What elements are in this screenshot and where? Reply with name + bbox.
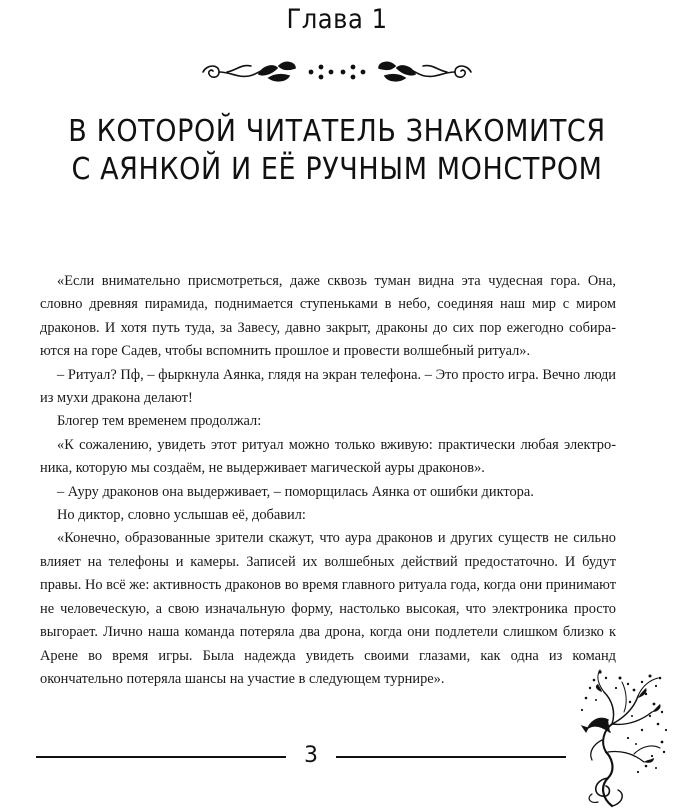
chapter-body	[40, 270, 616, 691]
page-number: 3	[304, 743, 318, 768]
footer-rule-left	[36, 756, 286, 758]
paragraph: «К сожалению, увидеть этот ритуал можно только вживую: практически любая электроника, которую мы создаём, не выдерживает магической ауры драконов».	[40, 436, 616, 477]
paragraph: «Конечно, образованные зрители скажут, что аура драконов и других существ не сильно влияет на телефоны и камеры. Записей их волшебных действий предостаточно. И будут правы. Но всё же: активность драконов во время главного ритуала года, когда они принимают не человеческую, а свою изначальную форму, настолько высокая, что электроника просто выгорает. Лично наша команда потеряла два дрона, когда они подлетели слишком близко к Арене во время игры. Была надежда увидеть своими глазами, как одна из команд окончательно потеряла шансы на участие в следующем турнире».	[40, 530, 616, 687]
chapter-label: Глава 1	[286, 4, 388, 35]
chapter-title	[0, 113, 674, 189]
paragraph: Блогер тем временем продолжал:	[57, 413, 262, 430]
dragon-tree-icon	[572, 668, 672, 809]
footer-rule-right	[336, 756, 566, 758]
paragraph: Но диктор, словно услышав её, добавил:	[57, 507, 306, 524]
paragraph: – Ритуал? Пф, – фыркнула Аянка, глядя на экран телефона. – Это просто игра. Вечно люди из мухи дракона делают!	[40, 366, 616, 407]
floral-divider-icon	[197, 52, 477, 92]
chapter-title-line-1: В КОТОРОЙ ЧИТАТЕЛЬ ЗНАКОМИТСЯ	[68, 114, 606, 149]
paragraph: «Если внимательно присмотреться, даже сквозь туман видна эта чудесная гора. Она, словно древняя пирамида, поднимается ступеньками в небо, соединяя наш мир с миром драконов. И хотя путь туда, за Завесу, давно закрыт, драконы до сих пор ежегодно собираются на горе Садев, чтобы вспомнить прошлое и провести волшебный ритуал».	[40, 273, 616, 360]
paragraph: – Ауру драконов она выдерживает, – поморщилась Аянка от ошибки диктора.	[57, 483, 534, 500]
chapter-title-line-2: С АЯНКОЙ И ЕЁ РУЧНЫМ МОНСТРОМ	[71, 152, 603, 187]
